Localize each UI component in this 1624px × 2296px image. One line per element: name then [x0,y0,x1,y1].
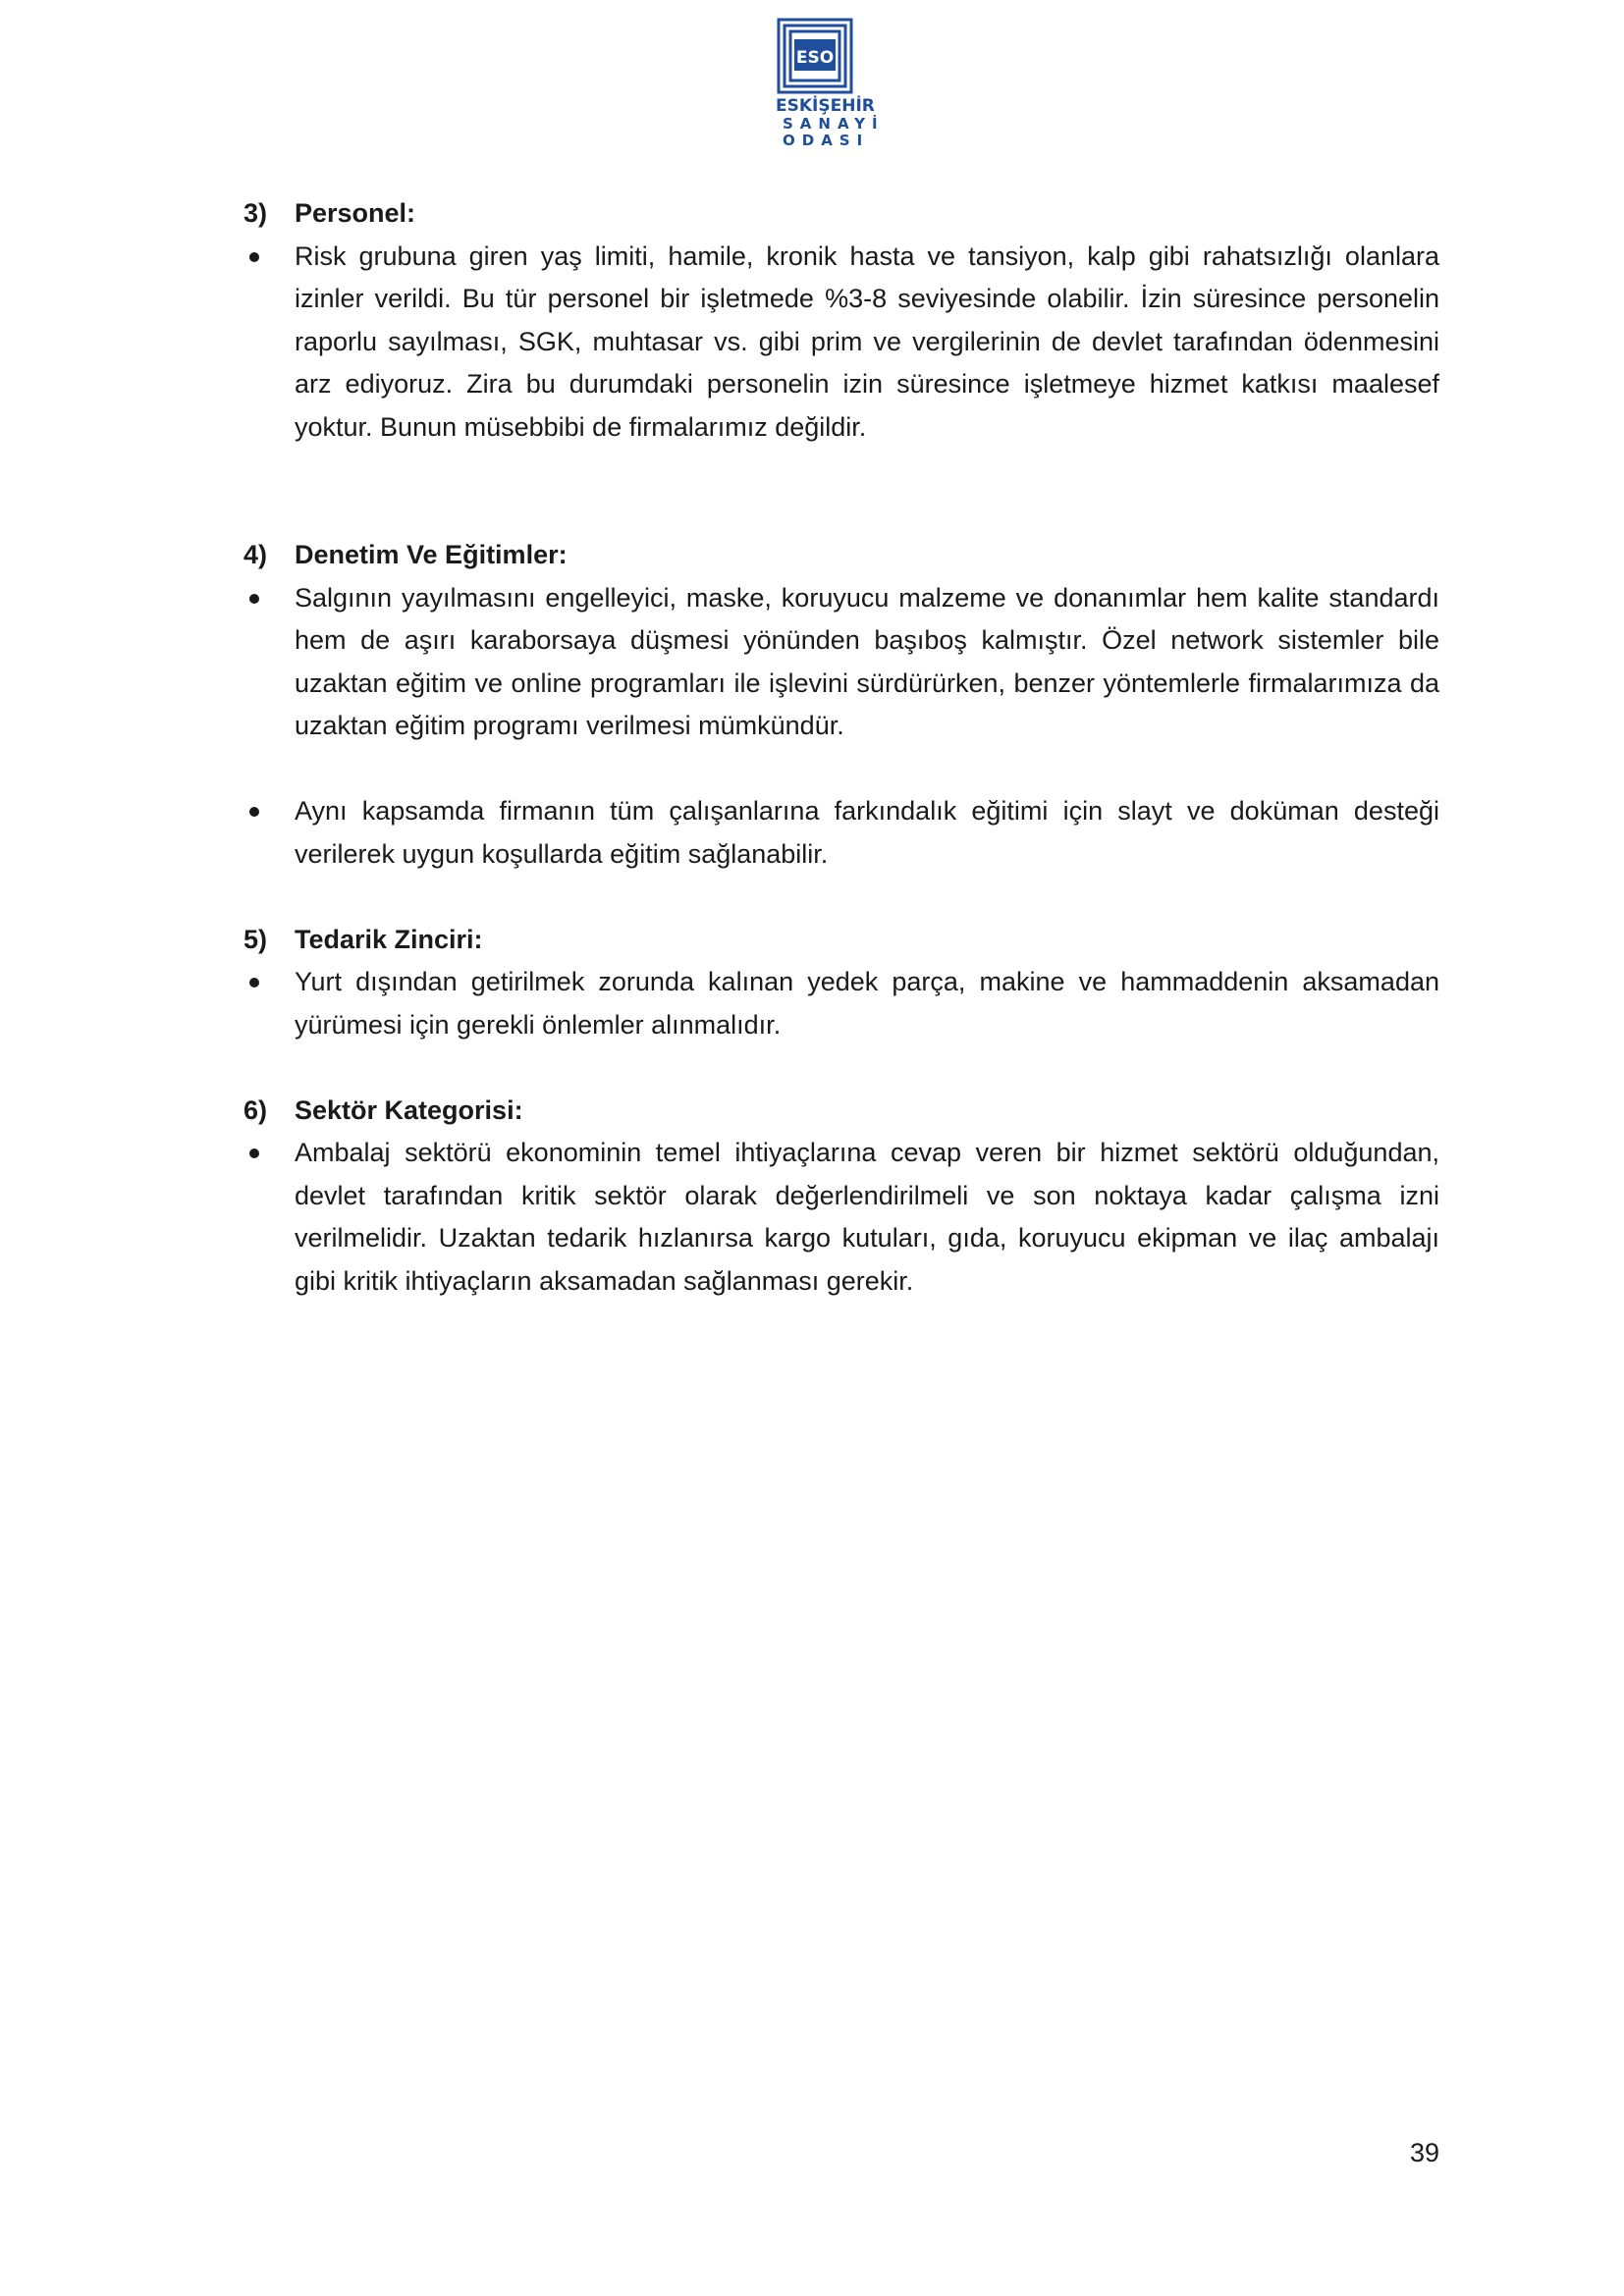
bullet-icon [244,961,295,1046]
section-title: Sektör Kategorisi: [295,1095,523,1125]
bullet-text: Ambalaj sektörü ekonominin temel ihtiyaçlarına cevap veren bir hizmet sektörü olduğundan, devlet tarafından kritik sektör olarak değerlendirilmeli ve son noktaya kadar çalışma izni verilmelidir. Uzaktan tedarik hızlanırsa kargo kutuları, gıda, koruyucu ekipman ve ilaç ambalajı gibi kritik ihtiyaçların aksamadan sağlanması gerekir. [295,1138,1439,1296]
section-number: 5) [244,924,268,954]
logo-abbr: ESO [795,48,835,68]
eso-logo [776,18,885,149]
list-item [244,790,1439,876]
list-item [244,236,1439,450]
logo-word-1: ESKİŞEHİR [776,96,875,116]
section-title: Tedarik Zinciri: [295,924,483,954]
list-item [244,961,1439,1046]
section-heading-sektor [244,1090,1439,1133]
section-heading-tedarik [244,919,1439,962]
list-item [244,577,1439,748]
logo-word-3: ODASI [783,132,870,149]
section-title: Denetim Ve Eğitimler: [295,540,568,569]
section-number: 6) [244,1095,268,1125]
section-number: 4) [244,540,268,569]
bullet-icon [244,236,295,450]
bullet-text: Aynı kapsamda firmanın tüm çalışanlarına farkındalık eğitimi için slayt ve doküman desteği verilerek uygun koşullarda eğitim sağlanabilir. [295,796,1439,869]
bullet-text: Risk grubuna giren yaş limiti, hamile, kronik hasta ve tansiyon, kalp gibi rahatsızlığı olanlara izinler verildi. Bu tür personel bir işletmede %3-8 seviyesinde olabilir. İzin süresince personelin raporlu sayılması, SGK, muhtasar vs. gibi prim ve vergilerinin de devlet tarafından ödenmesini arz ediyoruz. Zira bu durumdaki personelin izin süresince işletmeye hizmet katkısı maalesef yoktur. Bunun müsebbibi de firmalarımız değildir. [295,240,1439,442]
eso-emblem-icon [777,18,853,94]
bullet-text: Salgının yayılmasını engelleyici, maske, koruyucu malzeme ve donanımlar hem kalite standardı hem de aşırı karaborsaya düşmesi yönünden başıboş kalmıştır. Özel network sistemler bile uzaktan eğitim ve online programları ile işlevini sürdürürken, benzer yöntemlerle firmalarımıza da uzaktan eğitim programı verilmesi mümkündür. [295,582,1439,740]
bullet-icon [244,577,295,748]
bullet-icon [244,1132,295,1303]
section-title: Personel: [295,198,416,228]
section-heading-personel [244,192,1439,236]
section-number: 3) [244,198,268,228]
page-number: 39 [1409,2138,1439,2167]
bullet-text: Yurt dışından getirilmek zorunda kalınan yedek parça, makine ve hammaddenin aksamadan yürümesi için gerekli önlemler alınmalıdır. [295,967,1439,1040]
list-item [244,1132,1439,1303]
document-body [244,192,1439,1303]
logo-word-2: SANAYİ [783,115,885,133]
bullet-icon [244,790,295,876]
section-heading-denetim [244,534,1439,577]
